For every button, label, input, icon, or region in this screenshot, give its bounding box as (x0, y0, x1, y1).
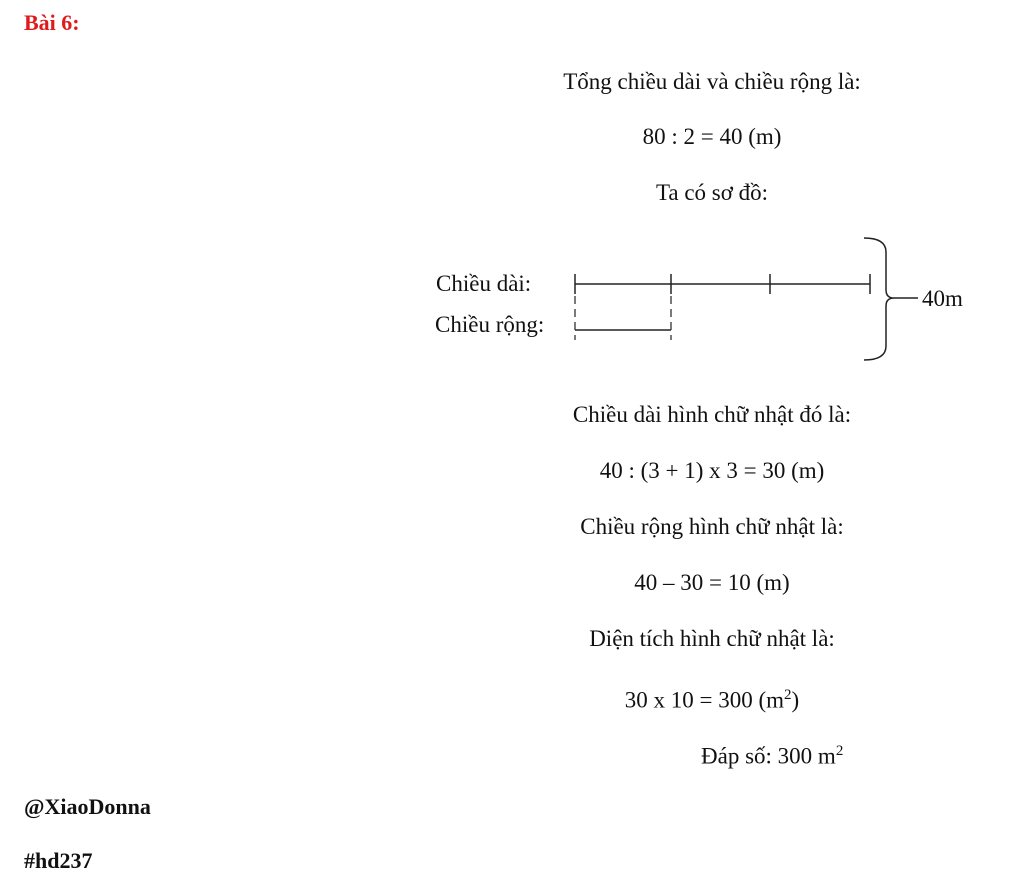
width-calc: 40 – 30 = 10 (m) (634, 570, 790, 595)
area-heading: Diện tích hình chữ nhật là: (589, 626, 835, 651)
hashtag: #hd237 (24, 848, 93, 873)
length-heading: Chiều dài hình chữ nhật đó là: (572, 402, 852, 427)
area-calc-main: 30 x 10 = 300 (m (624, 687, 785, 713)
final-answer-text: Đáp số: 300 m (701, 743, 836, 769)
width-label: Chiều rộng: (435, 312, 545, 337)
area-calc-close: ) (791, 687, 800, 713)
exercise-title: Bài 6: (24, 10, 80, 35)
area-calc (402, 680, 1022, 716)
total-brace (864, 238, 894, 360)
step-diagram-heading: Ta có sơ đồ: (655, 180, 769, 205)
width-heading: Chiều rộng hình chữ nhật là: (580, 514, 844, 539)
final-answer (701, 736, 843, 772)
step-sum-heading: Tổng chiều dài và chiều rộng là: (563, 69, 861, 94)
segment-diagram-graphic (420, 230, 1000, 370)
step-sum-calc: 80 : 2 = 40 (m) (642, 124, 782, 149)
length-label: Chiều dài: (436, 271, 532, 296)
author-handle: @XiaoDonna (24, 794, 151, 819)
final-answer-exponent: 2 (835, 743, 844, 759)
area-calc-exponent: 2 (784, 687, 792, 703)
segment-diagram (420, 230, 1000, 370)
total-label: 40m (922, 286, 963, 311)
length-calc: 40 : (3 + 1) x 3 = 30 (m) (599, 458, 825, 483)
